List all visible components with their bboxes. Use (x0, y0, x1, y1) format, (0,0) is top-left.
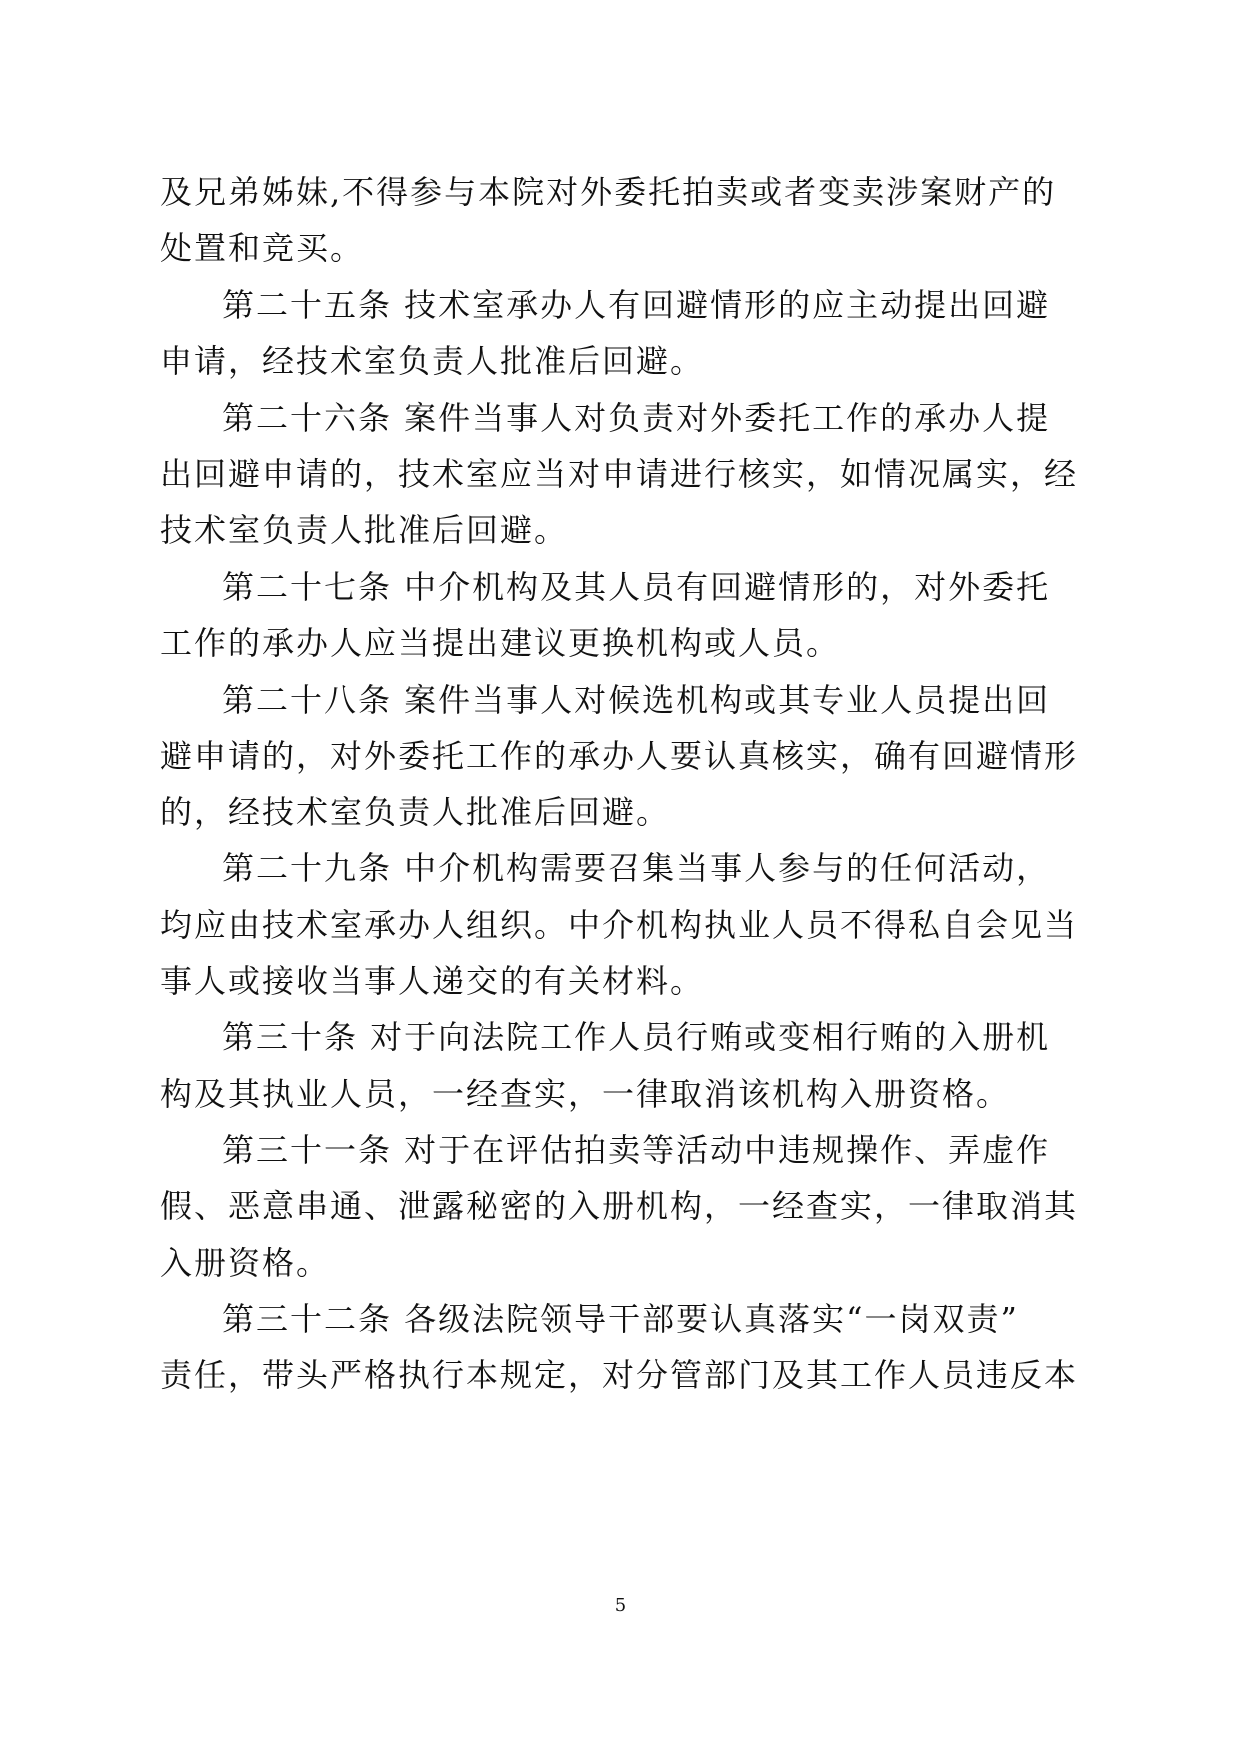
text-line: 处置和竞买。 (160, 229, 365, 267)
article-26-heading-line: 第二十六条 案件当事人对负责对外委托工作的承办人提 (222, 399, 1051, 437)
text-line: 技术室负责人批准后回避。 (160, 511, 569, 549)
page-number: 5 (614, 1595, 627, 1616)
text-line: 假、恶意串通、泄露秘密的入册机构，一经查实，一律取消其 (160, 1187, 1079, 1225)
article-30-heading-line: 第三十条 对于向法院工作人员行贿或变相行贿的入册机 (222, 1018, 1051, 1056)
article-29-heading-line: 第二十九条 中介机构需要召集当事人参与的任何活动， (222, 849, 1051, 887)
article-27-heading-line: 第二十七条 中介机构及其人员有回避情形的，对外委托 (222, 568, 1051, 606)
article-25-heading-line: 第二十五条 技术室承办人有回避情形的应主动提出回避 (222, 286, 1051, 324)
text-line: 工作的承办人应当提出建议更换机构或人员。 (160, 624, 841, 662)
text-line: 申请，经技术室负责人批准后回避。 (160, 342, 705, 380)
article-32-heading-line: 第三十二条 各级法院领导干部要认真落实“一岗双责” (222, 1300, 1019, 1338)
text-line: 构及其执业人员，一经查实，一律取消该机构入册资格。 (160, 1075, 1011, 1113)
text-line: 事人或接收当事人递交的有关材料。 (160, 962, 705, 1000)
text-line: 入册资格。 (160, 1244, 331, 1282)
text-line: 避申请的，对外委托工作的承办人要认真核实，确有回避情形 (160, 737, 1079, 775)
text-line: 出回避申请的，技术室应当对申请进行核实，如情况属实，经 (160, 455, 1079, 493)
text-line: 责任，带头严格执行本规定，对分管部门及其工作人员违反本 (160, 1356, 1079, 1394)
text-line: 均应由技术室承办人组织。中介机构执业人员不得私自会见当 (160, 906, 1079, 944)
article-31-heading-line: 第三十一条 对于在评估拍卖等活动中违规操作、弄虚作 (222, 1131, 1051, 1169)
text-line: 的，经技术室负责人批准后回避。 (160, 793, 671, 831)
text-line: 及兄弟姊妹,不得参与本院对外委托拍卖或者变卖涉案财产的 (160, 173, 1057, 211)
article-28-heading-line: 第二十八条 案件当事人对候选机构或其专业人员提出回 (222, 681, 1051, 719)
